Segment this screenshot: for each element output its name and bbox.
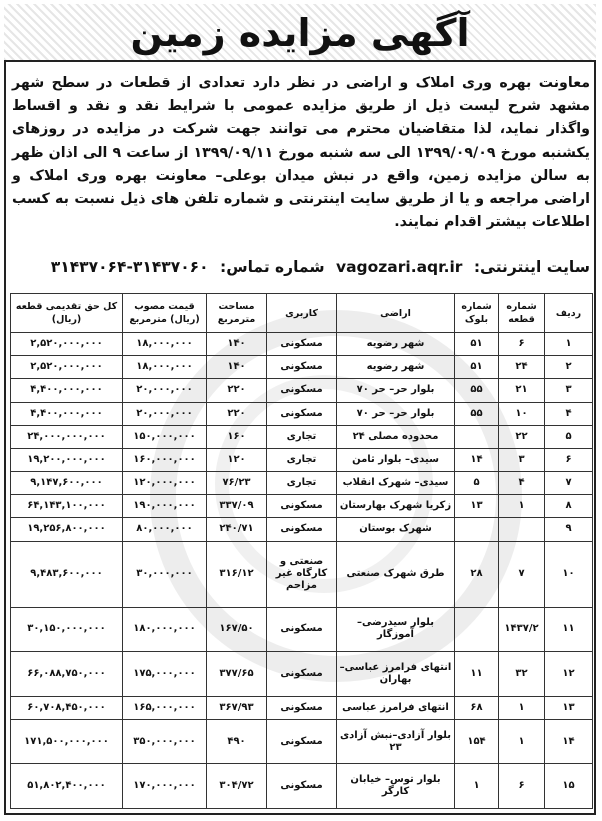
contact-line: [12, 258, 590, 282]
table-cell: ۱۴۰: [207, 356, 267, 379]
table-cell: [455, 425, 499, 448]
table-row: [11, 764, 593, 809]
table-cell: ۱۴: [545, 719, 593, 764]
table-cell: طرق شهرک صنعتی: [337, 541, 455, 607]
table-row: [11, 607, 593, 652]
table-cell: ۳: [499, 448, 545, 471]
table-cell: بلوار آزادی–نبش آزادی ۲۳: [337, 719, 455, 764]
table-cell: مسکونی: [267, 495, 337, 518]
table-cell: ۵۱: [455, 356, 499, 379]
table-row: [11, 425, 593, 448]
table-cell: ۱: [499, 495, 545, 518]
table-cell: ۱۲۰,۰۰۰,۰۰۰: [123, 472, 207, 495]
column-header: شماره بلوک: [455, 294, 499, 333]
table-cell: سیدی– شهرک انقلاب: [337, 472, 455, 495]
table-cell: ۲۲۰: [207, 379, 267, 402]
table-cell: ۹: [545, 518, 593, 541]
table-cell: ۱۹,۲۰۰,۰۰۰,۰۰۰: [11, 448, 123, 471]
table-cell: ۲,۵۲۰,۰۰۰,۰۰۰: [11, 356, 123, 379]
table-cell: ۱۱: [455, 652, 499, 697]
table-cell: ۱: [545, 333, 593, 356]
table-cell: انتهای فرامرز عباسی: [337, 696, 455, 719]
table-cell: ۱۶۷/۵۰: [207, 607, 267, 652]
table-cell: ۲۸: [455, 541, 499, 607]
table-cell: ۱۷۱,۵۰۰,۰۰۰,۰۰۰: [11, 719, 123, 764]
table-cell: مسکونی: [267, 607, 337, 652]
table-cell: زکریا شهرک بهارستان: [337, 495, 455, 518]
column-header: اراضی: [337, 294, 455, 333]
table-cell: ۷: [499, 541, 545, 607]
table-cell: ۱۳: [455, 495, 499, 518]
table-cell: ۱۰: [499, 402, 545, 425]
table-cell: ۵۵: [455, 402, 499, 425]
table-cell: تجاری: [267, 472, 337, 495]
column-header: شماره قطعه: [499, 294, 545, 333]
table-cell: سیدی– بلوار ثامن: [337, 448, 455, 471]
table-cell: ۲,۵۲۰,۰۰۰,۰۰۰: [11, 333, 123, 356]
table-cell: ۳۶۷/۹۳: [207, 696, 267, 719]
table-row: [11, 379, 593, 402]
auction-table: [10, 293, 593, 809]
table-row: [11, 333, 593, 356]
table-cell: ۵۵: [455, 379, 499, 402]
table-cell: ۳۰,۰۰۰,۰۰۰: [123, 541, 207, 607]
table-cell: بلوار حر– حر ۷۰: [337, 402, 455, 425]
table-cell: ۶: [499, 764, 545, 809]
table-cell: ۴,۴۰۰,۰۰۰,۰۰۰: [11, 379, 123, 402]
column-header: قیمت مصوب (ریال) مترمربع: [123, 294, 207, 333]
table-cell: تجاری: [267, 448, 337, 471]
table-cell: مسکونی: [267, 764, 337, 809]
table-cell: ۲۴,۰۰۰,۰۰۰,۰۰۰: [11, 425, 123, 448]
table-cell: ۷: [545, 472, 593, 495]
table-cell: ۶۸: [455, 696, 499, 719]
site-link[interactable]: vagozari.aqr.ir: [335, 258, 463, 276]
column-header: ردیف: [545, 294, 593, 333]
table-cell: بلوار توس– خیابان کارگر: [337, 764, 455, 809]
table-cell: ۱۴۰: [207, 333, 267, 356]
table-cell: ۱۸۰,۰۰۰,۰۰۰: [123, 607, 207, 652]
table-cell: [499, 518, 545, 541]
table-cell: ۱۶۰,۰۰۰,۰۰۰: [123, 448, 207, 471]
table-cell: ۶: [545, 448, 593, 471]
table-cell: ۴: [545, 402, 593, 425]
table-row: [11, 652, 593, 697]
column-header: مساحت مترمربع: [207, 294, 267, 333]
page-title: آگهی مزایده زمین: [130, 11, 470, 55]
table-cell: مسکونی: [267, 356, 337, 379]
site-label: سایت اینترنتی:: [473, 258, 590, 276]
table-cell: ۴,۴۰۰,۰۰۰,۰۰۰: [11, 402, 123, 425]
table-cell: مسکونی: [267, 518, 337, 541]
table-cell: ۳۷۷/۶۵: [207, 652, 267, 697]
phone-label: شماره تماس:: [220, 258, 325, 276]
table-cell: ۶۴,۱۴۳,۱۰۰,۰۰۰: [11, 495, 123, 518]
table-cell: شهر رضویه: [337, 356, 455, 379]
table-cell: ۱۴: [455, 448, 499, 471]
table-cell: ۹,۱۴۷,۶۰۰,۰۰۰: [11, 472, 123, 495]
table-row: [11, 356, 593, 379]
table-cell: ۹,۴۸۳,۶۰۰,۰۰۰: [11, 541, 123, 607]
table-cell: ۶: [499, 333, 545, 356]
table-cell: ۵: [545, 425, 593, 448]
table-cell: مسکونی: [267, 696, 337, 719]
table-cell: شهر رضویه: [337, 333, 455, 356]
table-cell: ۱۴۳۷/۲: [499, 607, 545, 652]
table-cell: ۲۱: [499, 379, 545, 402]
table-cell: ۲: [545, 356, 593, 379]
table-cell: مسکونی: [267, 652, 337, 697]
table-cell: مسکونی: [267, 379, 337, 402]
table-row: [11, 402, 593, 425]
table-row: [11, 696, 593, 719]
table-cell: ۳: [545, 379, 593, 402]
table-cell: ۱۸,۰۰۰,۰۰۰: [123, 333, 207, 356]
table-cell: ۵۱: [455, 333, 499, 356]
table-row: [11, 472, 593, 495]
table-cell: ۱۸,۰۰۰,۰۰۰: [123, 356, 207, 379]
table-cell: ۷۶/۲۳: [207, 472, 267, 495]
table-cell: ۱۵۴: [455, 719, 499, 764]
table-cell: ۱۱: [545, 607, 593, 652]
table-cell: بلوار سیدرضی– آموزگار: [337, 607, 455, 652]
table-cell: ۳۰۴/۷۲: [207, 764, 267, 809]
table-cell: ۱۲۰: [207, 448, 267, 471]
table-cell: ۶۶,۰۸۸,۷۵۰,۰۰۰: [11, 652, 123, 697]
table-cell: انتهای فرامرز عباسی– بهاران: [337, 652, 455, 697]
table-cell: ۴۹۰: [207, 719, 267, 764]
table-cell: ۱۶۰: [207, 425, 267, 448]
table-cell: ۱: [499, 696, 545, 719]
table-cell: صنعتی و کارگاه غیر مزاحم: [267, 541, 337, 607]
table-cell: ۱: [455, 764, 499, 809]
table-cell: ۳۰,۱۵۰,۰۰۰,۰۰۰: [11, 607, 123, 652]
table-cell: ۶۰,۷۰۸,۴۵۰,۰۰۰: [11, 696, 123, 719]
table-cell: ۸۰,۰۰۰,۰۰۰: [123, 518, 207, 541]
table-cell: ۴: [499, 472, 545, 495]
table-cell: ۱۷۰,۰۰۰,۰۰۰: [123, 764, 207, 809]
table-cell: ۲۰,۰۰۰,۰۰۰: [123, 402, 207, 425]
table-cell: [455, 607, 499, 652]
table-cell: ۵: [455, 472, 499, 495]
table-cell: بلوار حر– حر ۷۰: [337, 379, 455, 402]
table-header-row: [11, 294, 593, 333]
column-header: کل حق تقدیمی قطعه (ریال): [11, 294, 123, 333]
table-cell: مسکونی: [267, 333, 337, 356]
table-cell: ۳۲: [499, 652, 545, 697]
table-cell: مسکونی: [267, 719, 337, 764]
table-cell: ۲۴۰/۷۱: [207, 518, 267, 541]
table-cell: محدوده مصلی ۲۴: [337, 425, 455, 448]
table-row: [11, 541, 593, 607]
table-cell: ۱۰: [545, 541, 593, 607]
table-cell: ۳۵۰,۰۰۰,۰۰۰: [123, 719, 207, 764]
table-cell: ۲۲: [499, 425, 545, 448]
table-cell: ۲۰,۰۰۰,۰۰۰: [123, 379, 207, 402]
table-cell: ۱۷۵,۰۰۰,۰۰۰: [123, 652, 207, 697]
table-cell: ۱۹,۲۵۶,۸۰۰,۰۰۰: [11, 518, 123, 541]
phone-numbers: ۳۱۴۳۷۰۶۰-۳۱۴۳۷۰۶۴: [50, 258, 209, 276]
table-cell: ۸: [545, 495, 593, 518]
table-cell: شهرک بوستان: [337, 518, 455, 541]
table-cell: [455, 518, 499, 541]
column-header: کاربری: [267, 294, 337, 333]
table-cell: ۱۵۰,۰۰۰,۰۰۰: [123, 425, 207, 448]
table-cell: تجاری: [267, 425, 337, 448]
table-cell: ۱۹۰,۰۰۰,۰۰۰: [123, 495, 207, 518]
table-cell: ۱۲: [545, 652, 593, 697]
table-row: [11, 719, 593, 764]
table-cell: ۳۳۷/۰۹: [207, 495, 267, 518]
table-cell: ۲۲۰: [207, 402, 267, 425]
table-cell: ۱: [499, 719, 545, 764]
table-row: [11, 448, 593, 471]
table-cell: ۱۵: [545, 764, 593, 809]
table-cell: ۲۴: [499, 356, 545, 379]
title-banner: [4, 4, 596, 62]
table-cell: ۳۱۶/۱۲: [207, 541, 267, 607]
table-cell: مسکونی: [267, 402, 337, 425]
table-cell: ۱۶۵,۰۰۰,۰۰۰: [123, 696, 207, 719]
table-row: [11, 518, 593, 541]
table-row: [11, 495, 593, 518]
intro-paragraph: معاونت بهره وری املاک و اراضی در نظر دارد تعدادی از قطعات در سطح شهر مشهد شرح لیست ذیل از طریق مزایده عمومی با شرایط نقد و نقد و اقساط واگذار نماید، لذا متقاضیان محترم می توانند جهت شرکت در مزایده در روزهای یکشنبه مورخ ۱۳۹۹/۰۹/۰۹ الی سه شنبه مورخ ۱۳۹۹/۰۹/۱۱ از ساعت ۹ الی اذان ظهر به سالن مزایده زمین، واقع در نبش میدان بوعلی– معاونت بهره وری املاک و اراضی مراجعه و یا از طریق سایت اینترنتی و شماره تلفن های ذیل نسبت به کسب اطلاعات بیشتر اقدام نمایند.: [12, 75, 590, 231]
table-cell: ۵۱,۸۰۲,۴۰۰,۰۰۰: [11, 764, 123, 809]
table-cell: ۱۳: [545, 696, 593, 719]
